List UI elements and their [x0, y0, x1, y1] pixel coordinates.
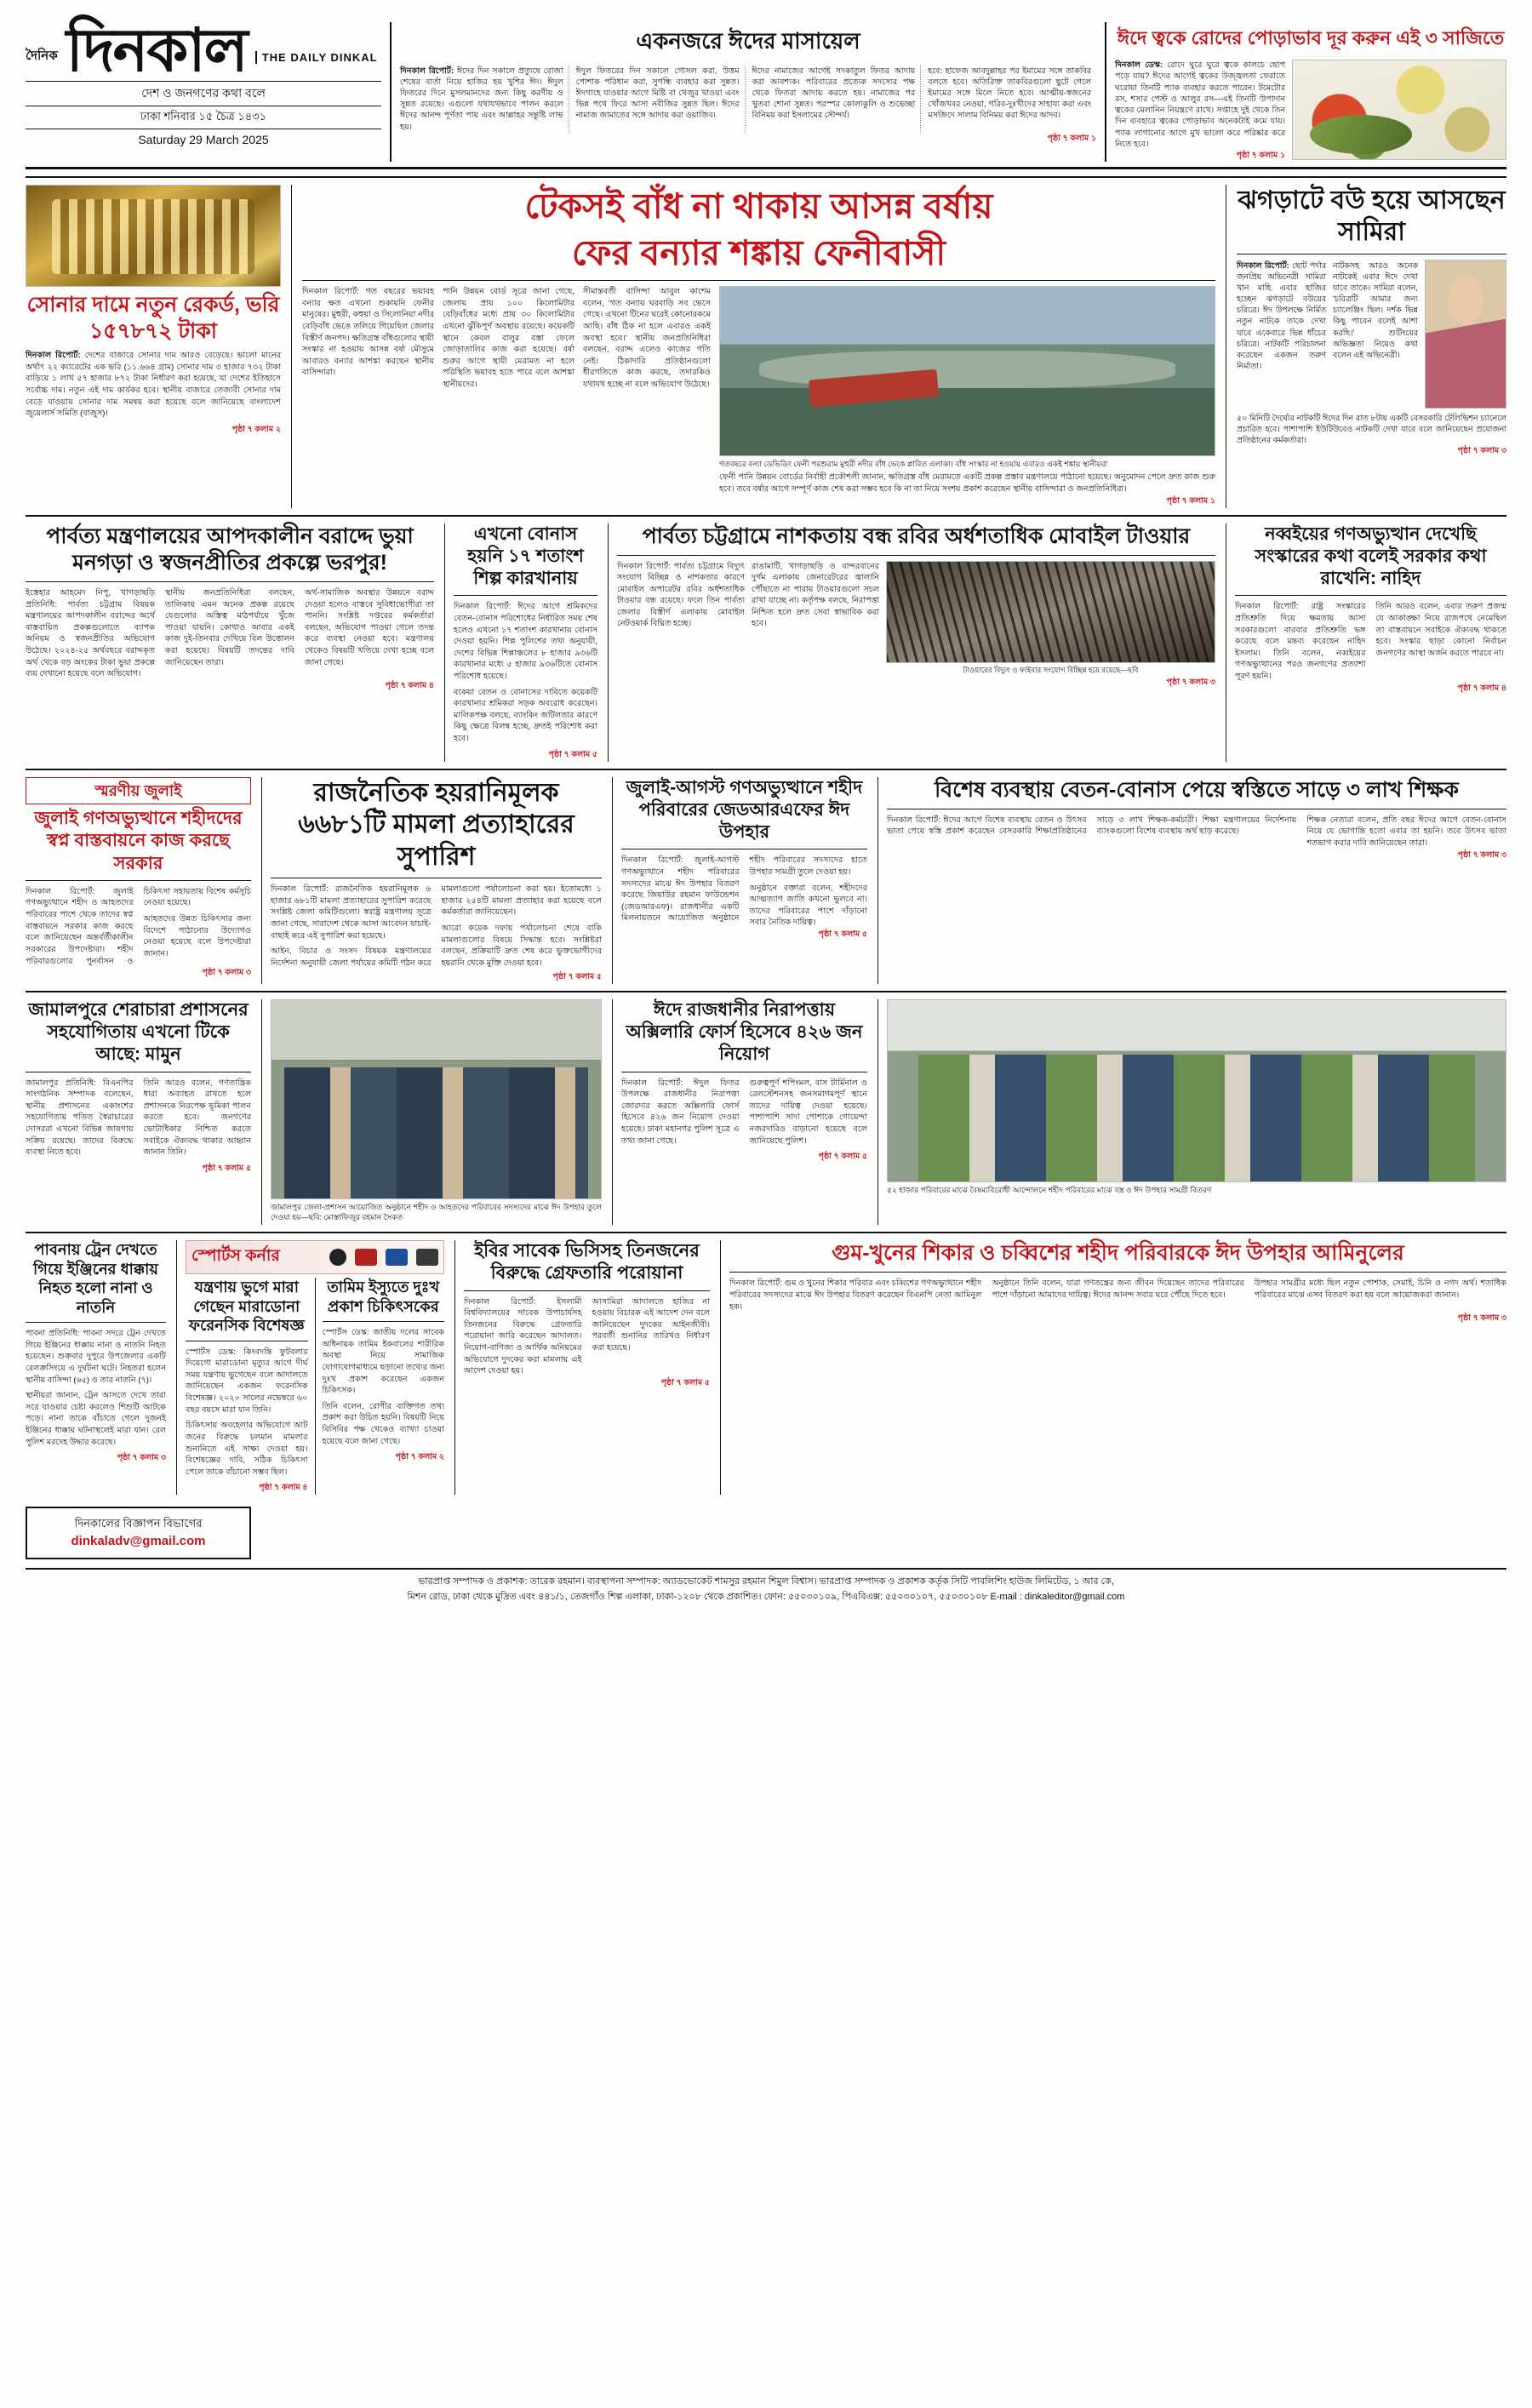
- july-headline: জুলাই গণঅভ্যুত্থানে শহীদদের স্বপ্ন বাস্তবায়নে কাজ করছে সরকার: [34, 809, 243, 873]
- zrf-headline: জুলাই-আগস্ট গণঅভ্যুত্থানে শহীদ পরিবারের জেডআরএফের ঈদ উপহার: [626, 777, 863, 843]
- auxiliary-headline: ঈদে রাজধানীর নিরাপত্তায় অক্সিলারি ফোর্স হিসেবে ৪২৬ জন নিয়োগ: [626, 999, 863, 1065]
- tamim-col-2: তিনি বলেন, রোগীর ব্যক্তিগত তথ্য প্রকাশ করা উচিত হয়নি। বিষয়টি নিয়ে বিসিবির পক্ষ থেকেও ব্যাখ্যা চাওয়া হয়েছে বলে জানা গেছে।: [322, 1401, 444, 1446]
- logo-tagline: দেশ ও জনগণের কথা বলে: [26, 81, 381, 106]
- row-five: [26, 999, 1506, 1225]
- date-english: Saturday 29 March 2025: [138, 132, 269, 146]
- iu-vc-headline: ইবির সাবেক ভিসিসহ তিনজনের বিরুদ্ধে গ্রেফতারি পরোয়ানা: [474, 1241, 700, 1284]
- mamun-story: [26, 999, 251, 1225]
- vegetables-photo: [1292, 60, 1506, 160]
- bonus-col-2: বকেয়া বেতন ও বোনাসের দাবিতে কয়েকটি কারখানার শ্রমিকরা সড়ক অবরোধ করেছেন। মালিকপক্ষ বলছে, ব্যাংকিং জটিলতার কারণে কিছু ক্ষেত্রে বিলম্ব হচ্ছে, দ্রুতই পরিশোধ করা হবে।: [454, 687, 597, 743]
- pabna-headline: পাবনায় ট্রেন দেখতে গিয়ে ইঞ্জিনের ধাক্কায় নিহত হলো নানা ও নাতনি: [33, 1241, 158, 1316]
- nahid-col-1: দিনকাল রিপোর্ট: রাষ্ট্র সংস্কারের প্রতিশ্রুতি দিয়ে ক্ষমতায় আসা সরকারগুলো বারবার প্রতিশ্রুতি ভঙ্গ করেছে বলে মন্তব্য করেছেন নাহিদ ইসলাম। তিনি বলেন, নব্বইয়ের গণঅভ্যুত্থানের পরও জনগণের প্রত্যাশা পূরণ হয়নি।: [1235, 602, 1366, 681]
- aminul-col-3: উপহার সামগ্রীর মধ্যে ছিল নতুন পোশাক, সেমাই, চিনি ও নগদ অর্থ। শতাধিক পরিবারের মাঝে এসব বিতরণ করা হয় বলে আয়োজকরা জানান।: [1254, 1278, 1506, 1300]
- eid-col-2: ঈদুল ফিতরের দিন সকালে গোসল করা, উত্তম পোশাক পরিধান করা, সুগন্ধি ব্যবহার করা সুন্নত। ঈদগাহে যাওয়ার আগে মিষ্টি বা খেজুর খাওয়া এবং ভিন্ন পথে ফিরে আসা নবীজির সুন্নত ছিল। ঈদের নামাজ জামাতের সঙ্গে আদায় করা ওয়াজিব।: [576, 66, 746, 133]
- tower-col-2: রাঙামাটি, খাগড়াছড়ি ও বান্দরবানের দুর্গম এলাকায় জেনারেটরের জ্বালানি পৌঁছাতে না পারায় টাওয়ারগুলো সচল রাখা যাচ্ছে না। কর্তৃপক্ষ বলছে, নিরাপত্তা নিশ্চিত হলে দ্রুত সেবা স্বাভাবিক করা হবে।: [752, 561, 879, 629]
- lead-more-link[interactable]: পৃষ্ঠা ৭ কলাম ১: [1166, 495, 1215, 506]
- mamun-more-link[interactable]: পৃষ্ঠা ৭ কলাম ৫: [202, 1163, 251, 1173]
- iu-vc-story: [454, 1240, 710, 1495]
- logo-title: দিনকাল: [66, 17, 247, 83]
- lead-headline-line1: টেকসই বাঁধ না থাকায় আসন্ন বর্ষায়: [524, 186, 993, 226]
- ad-line-1: দিনকালের বিজ্ঞাপন বিভাগের: [74, 1517, 203, 1530]
- maradona-col-1: স্পোর্টস ডেস্ক: কিংবদন্তি ফুটবলার দিয়েগো মারাডোনা মৃত্যুর আগে দীর্ঘ সময় যন্ত্রণায় ভুগেছেন বলে আদালতে জানিয়েছেন একজন ফরেনসিক বিশেষজ্ঞ। ২০২০ সালের নভেম্বরে ৬০ বছর বয়সে মারা যান তিনি।: [186, 1347, 308, 1415]
- row-three: [26, 523, 1506, 762]
- july-kicker-box: [26, 777, 251, 805]
- gold-jewellery-photo: [26, 185, 281, 287]
- auxiliary-col-2: গুরুত্বপূর্ণ শপিংমল, বাস টার্মিনাল ও রেলস্টেশনসহ জনসমাগমপূর্ণ স্থানে তাদের দায়িত্ব দেওয়া হয়েছে। পাশাপাশি সাদা পোশাকে গোয়েন্দা নজরদারিও বাড়ানো হয়েছে বলে জানিয়েছে পুলিশ।: [749, 1078, 867, 1146]
- gold-lead: দিনকাল রিপোর্ট:: [26, 351, 81, 361]
- eid-col-1: ঈদের দিন সকালে প্রত্যুষে রোজা শেষের বার্তা নিয়ে হাজির হয় খুশির ঈদ। ঈদুল ফিতরের দিনে মুসলমানদের জন্য কিছু করণীয় ও সুন্নত রয়েছে। এগুলো যথাযথভাবে পালন করলে ঈদের আনন্দ পূর্ণতা পায় এবং আল্লাহর সন্তুষ্টি লাভ হয়।: [400, 66, 563, 132]
- parbatya-more-link[interactable]: পৃষ্ঠা ৭ কলাম ৪: [385, 680, 434, 690]
- cables-photo: [886, 561, 1215, 663]
- zrf-col-1: দিনকাল রিপোর্ট: জুলাই-আগস্ট গণঅভ্যুত্থানে শহীদ পরিবারের সদস্যদের মাঝে ঈদ উপহার বিতরণ করেছে জিয়াউর রহমান ফাউন্ডেশন (জেডআরএফ)। রাজধানীর একটি মিলনায়তনে আয়োজিত অনুষ্ঠানে শহীদ পরিবারের সদস্যদের হাতে উপহার সামগ্রী তুলে দেওয়া হয়।: [621, 855, 867, 924]
- eid-more-link[interactable]: পৃষ্ঠা ৭ কলাম ১: [1047, 133, 1096, 143]
- bonus-headline: এখনো বোনাস হয়নি ১৭ শতাংশ শিল্প কারখানায়: [467, 523, 584, 589]
- tower-headline: পার্বত্য চট্টগ্রামে নাশকতায় বন্ধ রবির অর্ধশতাধিক মোবাইল টাওয়ার: [642, 523, 1191, 548]
- nahid-story: [1226, 523, 1506, 762]
- bonus-col-1: দিনকাল রিপোর্ট: ঈদের আগে শ্রমিকদের বেতন-বোনাস পরিশোধের নির্ধারিত সময় শেষ হলেও এখনো ১৭ শতাংশ কারখানায় বোনাস দেওয়া হয়নি। শিল্প পুলিশের তথ্য অনুযায়ী, দেশের বিভিন্ন শিল্পাঞ্চলের ৮ হাজার ৯৩৬টি কারখানার মধ্যে ৫ হাজার ৯৩৬টিতে বোনাস পরিশোধ হয়েছে।: [454, 602, 597, 681]
- aminul-more-link[interactable]: পৃষ্ঠা ৭ কলাম ৩: [1457, 1313, 1506, 1324]
- sports-corner-title: স্পোর্টস কর্নার: [192, 1247, 280, 1266]
- parbatya-budget-story: [26, 523, 434, 762]
- tower-story: [608, 523, 1215, 762]
- logo-english-title: THE DAILY DINKAL: [255, 51, 378, 64]
- lead-col-4: ফেনী পানি উন্নয়ন বোর্ডের নির্বাহী প্রকৌশলী জানান, ক্ষতিগ্রস্ত বাঁধ মেরামতে একটি প্রকল্প প্রস্তাব মন্ত্রণালয়ে পাঠানো হয়েছে। অনুমোদন পেলে দ্রুত কাজ শুরু হবে। তবে বর্ষার আগে সম্পূর্ণ কাজ শেষ করা সম্ভব হবে কি না তা নিয়ে সংশয় প্রকাশ করেছেন স্থানীয় বাসিন্দারা ও জনপ্রতিনিধিরা।: [719, 472, 1215, 494]
- footer-line-1: ভারপ্রাপ্ত সম্পাদক ও প্রকাশক: তারেক রহমান। ব্যবস্থাপনা সম্পাদক: অ্যাডভোকেট শামসুর রহমান শিমুল বিশ্বাস। ভারপ্রাপ্ত সম্পাদক ও প্রকাশক কর্তৃক সিটি পাবলিশিং হাউজ লিমিটেড, ১ আর কে,: [418, 1576, 1114, 1587]
- nahid-col-2: তিনি আরও বলেন, এবার তরুণ প্রজন্ম যে আকাঙ্ক্ষা নিয়ে রাজপথে নেমেছিল তা বাস্তবায়নে সবাইকে ঐক্যবদ্ধ থাকতে হবে। সংস্কার ছাড়া কোনো নির্বাচন জনগণের আস্থা অর্জন করতে পারবে না।: [1375, 602, 1506, 658]
- zrf-story: [612, 777, 867, 984]
- gold-body: দেশের বাজারে সোনার দাম আরও বেড়েছে। ভালো মানের অর্থাৎ ২২ ক্যারেটের এক ভরি (১১.৬৬৪ গ্রাম) সোনার দাম ৩ হাজার ৭৩২ টাকা বাড়িয়ে ১ লাখ ৫৭ হাজার ৮৭২ টাকা নির্ধারণ করা হয়েছে, যা দেশের ইতিহাসে সর্বোচ্চ দাম। নতুন এই দাম কার্যকর হবে। স্থানীয় বাজারে তেজাবী সোনার দাম বেড়ে যাওয়ায় সোনার দাম সমন্বয় করা হয়েছে বলে জানিয়েছে বাংলাদেশ জুয়েলার্স সমিতি (বাজুস)।: [26, 351, 281, 419]
- parbatya-headline: পার্বত্য মন্ত্রণালয়ের আপদকালীন বরাদ্দে ভুয়া মনগড়া ও স্বজনপ্রীতির প্রকল্পে ভরপুর!: [46, 523, 414, 575]
- samira-story: [1226, 185, 1506, 508]
- sports-corner-banner: [186, 1240, 444, 1274]
- iu-vc-col-2: আসামিরা আদালতে হাজির না হওয়ায় বিচারক এই আদেশ দেন বলে জানিয়েছেন দুদকের আইনজীবী। পরবর্তী শুনানির তারিখও নির্ধারণ করা হয়েছে।: [592, 1296, 710, 1353]
- samira-lead: দিনকাল রিপোর্ট:: [1237, 260, 1289, 270]
- advertisement-box[interactable]: [26, 1507, 251, 1559]
- flood-photo-caption: গতবছরে বন্যা ডেভিডিং ফেনী পরশুরাম মুহুরী নদীর বাঁধ ভেঙে প্লাবিত এলাকা। বাঁধ সংস্কার না হওয়ায় এবারও একই শঙ্কায় স্থানীয়রা: [719, 460, 1108, 469]
- masthead: [26, 17, 1506, 169]
- racket-icon: [416, 1249, 438, 1266]
- gold-story: [26, 185, 281, 508]
- parbatya-col-2: স্থানীয় জনপ্রতিনিধিরা বলছেন, তালিকায় এমন অনেক প্রকল্প রয়েছে যেগুলোর অস্তিত্ব মাঠপর্যায়ে খুঁজে পাওয়া যায়নি। কোথাও আবার একই কাজ দুই-তিনবার দেখিয়ে বিল উত্তোলন করা হয়েছে। বিষয়টি তদন্তের দাবি জানিয়েছেন তারা।: [165, 588, 294, 667]
- eid-masayel-box: [392, 22, 1106, 162]
- iu-vc-col-1: দিনকাল রিপোর্ট: ইসলামী বিশ্ববিদ্যালয়ের সাবেক উপাচার্যসহ তিনজনের বিরুদ্ধে গ্রেফতারি পরোয়ানা জারি করেছেন আদালত। নিয়োগ-বাণিজ্য ও আর্থিক অনিয়মের অভিযোগে দুদকের করা মামলায় এই আদেশ দেওয়া হয়।: [464, 1296, 582, 1376]
- samira-photo: [1425, 260, 1506, 409]
- nahid-more-link[interactable]: পৃষ্ঠা ৭ কলাম ৪: [1457, 683, 1506, 693]
- teacher-bonus-story: [877, 777, 1506, 984]
- auxiliary-force-story: [612, 999, 867, 1225]
- iu-vc-more-link[interactable]: পৃষ্ঠা ৭ কলাম ৫: [660, 1377, 710, 1387]
- eid-masayel-title: একনজরে ঈদের মাসায়েল: [636, 28, 860, 54]
- samira-col-2: নাটকসহ আরও অনেক নাটকেই এবার ঈদে দেখা যাবে তাকে। সামিরা বলেন, 'চরিত্রটি আমার জন্য চ্যালেঞ্জিং ছিল। দর্শক ভিন্ন কিছু পাবেন বলেই আশা করছি।' শুটিংয়ের অভিজ্ঞতা নিয়েও কথা বলেন এই অভিনেত্রী।: [1333, 260, 1418, 359]
- teacher-col-1: দিনকাল রিপোর্ট: ঈদের আগে বিশেষ ব্যবস্থায় বেতন ও উৎসব ভাতা পেয়ে স্বস্তি প্রকাশ করেছেন বেসরকারি শিক্ষাপ্রতিষ্ঠানের সাড়ে ৩ লাখ শিক্ষক-কর্মচারী। শিক্ষা মন্ত্রণালয়ের নির্দেশনায় ব্যাংকগুলো বিশেষ ব্যবস্থায় অর্থ ছাড় করেছে।: [887, 815, 1297, 837]
- cases-col-2: আইন, বিচার ও সংসদ বিষয়ক মন্ত্রণালয়ের নির্দেশনা অনুযায়ী জেলা পর্যায়ের কমিটি গঠন করে মামলাগুলো পর্যালোচনা করা হয়। ইতোমধ্যে ১ হাজার ২৫৪টি মামলা প্রত্যাহার করা হয়েছে বলে কর্মকর্তারা জানিয়েছেন।: [271, 884, 602, 968]
- cables-photo-caption: টাওয়ারের বিদ্যুৎ ও ফাইবার সংযোগ বিচ্ছিন্ন হয়ে রয়েছে—ছবি: [963, 665, 1139, 674]
- july-kicker: স্মরণীয় জুলাই: [94, 781, 182, 799]
- mamun-col-2: তিনি আরও বলেন, গণতান্ত্রিক ধারা অব্যাহত রাখতে হলে প্রশাসনকে নিরপেক্ষ ভূমিকা পালন করতে হবে। জনগণের ভোটাধিকার নিশ্চিত করতে সবাইকে ঐক্যবদ্ধ থাকার আহ্বান জানান তিনি।: [143, 1078, 251, 1158]
- tamim-col-1: স্পোর্টস ডেস্ক: জাতীয় দলের সাবেক অধিনায়ক তামিম ইকবালের শারীরিক অবস্থা নিয়ে সামাজিক যোগাযোগমাধ্যমে ছড়ানো তথ্যের জন্য দুঃখ প্রকাশ করেছেন একজন চিকিৎসক।: [322, 1328, 444, 1396]
- pabna-more-link[interactable]: পৃষ্ঠা ৭ কলাম ৩: [117, 1453, 166, 1463]
- cases-col-3: আরো কয়েক দফায় পর্যালোচনা শেষে বাকি মামলাগুলোর বিষয়ে সিদ্ধান্ত হবে। সংশ্লিষ্টরা বলছেন, প্রক্রিয়াটি দ্রুত শেষ করে ভুক্তভোগীদের হয়রানি থেকে মুক্তি দেওয়া হবে।: [441, 923, 602, 968]
- cases-col-1: দিনকাল রিপোর্ট: রাজনৈতিক হয়রানিমূলক ৬ হাজার ৬৮১টি মামলা প্রত্যাহারের সুপারিশ করেছে সংশ্লিষ্ট জেলা কমিটিগুলো। স্বরাষ্ট্র মন্ত্রণালয় সূত্রে জানা গেছে, সারাদেশ থেকে আসা আবেদন যাচাই-বাছাই করে এই সুপারিশ করা হয়েছে।: [271, 884, 432, 941]
- maradona-more-link[interactable]: পৃষ্ঠা ৭ কলাম ৪: [259, 1483, 308, 1493]
- skincare-lead: দিনকাল ডেস্ক:: [1115, 60, 1163, 70]
- gift-distribution-photo: [887, 999, 1506, 1182]
- tamim-headline: তামিম ইস্যুতে দুঃখ প্রকাশ চিকিৎসকের: [327, 1278, 440, 1315]
- aminul-col-1: দিনকাল রিপোর্ট: গুম ও খুনের শিকার পরিবার এবং চব্বিশের গণঅভ্যুত্থানে শহীদ পরিবারের সদস্যদের মাঝে ঈদ উপহার বিতরণ করেছেন বিএনপি নেতা আমিনুল হক।: [729, 1278, 982, 1312]
- logo-block: [26, 17, 392, 162]
- pabna-col-1: পাবনা প্রতিনিধি: পাবনা সদরে ট্রেন দেখতে গিয়ে ইঞ্জিনের ধাক্কায় নানা ও নাতনি নিহত হয়েছেন। শুক্রবার দুপুরে উপজেলার একটি রেলক্রসিংয়ে এ দুর্ঘটনা ঘটে। নিহতরা হলেন স্থানীয় বাসিন্দা (৬৫) ও তার নাতনি (৭)।: [26, 1329, 166, 1385]
- pabna-col-2: স্থানীয়রা জানান, ট্রেন আসতে দেখে তারা সরে যাওয়ার চেষ্টা করলেও শিশুটি আটকে পড়ে। নানা তাকে বাঁচাতে গেলে দুজনই ইঞ্জিনের ধাক্কায় ঘটনাস্থলেই মারা যান। রেল পুলিশ মরদেহ উদ্ধার করেছে।: [26, 1391, 166, 1447]
- skincare-more-link[interactable]: পৃষ্ঠা ৭ কলাম ১: [1236, 151, 1285, 161]
- tamim-more-link[interactable]: পৃষ্ঠা ৭ কলাম ২: [395, 1452, 444, 1462]
- july-more-link[interactable]: পৃষ্ঠা ৭ কলাম ৩: [202, 968, 251, 978]
- cases-more-link[interactable]: পৃষ্ঠা ৭ কলাম ৫: [552, 971, 602, 981]
- footer-line-2: মিশন রোড, ঢাকা থেকে মুদ্রিত এবং ৪৪১/১, তেজগাঁও শিল্প এলাকা, ঢাকা-১২০৮ থেকে প্রকাশিত। ফোন: ৫৫০৩০১০৯, পিএবিএক্স: ৫৫০৩০১০৭, ৫৫০৩০১০৮ E-mail : dinkaleditor@gmail.com: [407, 1591, 1125, 1602]
- cases-story: [261, 777, 602, 984]
- skincare-text: রোদে ঘুরে ঘুরে ত্বকে কালচে ছোপ পড়ে যায়? ঈদের আগেই ত্বকের উজ্জ্বলতা ফেরাতে ঘরোয়া তিনটি প্যাক ব্যবহার করতে পারেন। টমেটোর রস, শসার পেস্ট ও আলুর রস—এই তিনটি উপাদান ত্বকের মেলানিন নিয়ন্ত্রণে রাখে। সপ্তাহে দুই থেকে তিন দিন ব্যবহারে ত্বকের পোড়াভাব অনেকটাই কমে যায়। প্যাক লাগানোর আগে মুখ ভালো করে পরিষ্কার করে নিতে হবে।: [1115, 60, 1286, 150]
- football-icon: [329, 1249, 346, 1266]
- samira-col-1: ছোট পর্দার জনপ্রিয় অভিনেত্রী সামিরা খান মাহি এবার হাজির হচ্ছেন ঝগড়াটে বউয়ের চরিত্রে। ঈদ উপলক্ষে নির্মিত নতুন নাটকে তাকে দেখা যাবে একেবারে ভিন্ন ধাঁচের চরিত্রে। নাটকটি পরিচালনা করেছেন একজন তরুণ নির্মাতা।: [1237, 260, 1326, 371]
- zrf-col-2: অনুষ্ঠানে বক্তারা বলেন, শহীদদের আত্মত্যাগ জাতি কখনো ভুলবে না। তাদের পরিবারের পাশে দাঁড়ানো সবার নৈতিক দায়িত্ব।: [749, 883, 867, 928]
- jamalpur-photo-block: [261, 999, 602, 1225]
- lead-story: [291, 185, 1215, 508]
- teacher-col-2: শিক্ষক নেতারা বলেন, প্রতি বছর ঈদের আগে বেতন-বোনাস নিয়ে যে ভোগান্তি হতো এবার তা হয়নি। তবে উৎসব ভাতা শতভাগ করার দাবি জানিয়েছেন তারা।: [1306, 815, 1506, 849]
- july-col-2: আহতদের উন্নত চিকিৎসার জন্য বিদেশে পাঠানোর উদ্যোগও নেওয়া হয়েছে বলে উপদেষ্টারা জানান।: [143, 914, 251, 958]
- aminul-gift-story: [720, 1240, 1506, 1495]
- samira-more-link[interactable]: পৃষ্ঠা ৭ কলাম ৩: [1457, 446, 1506, 456]
- skincare-title: ঈদে ত্বকে রোদের পোড়াভাব দূর করুন এই ৩ সাজিতে: [1117, 27, 1505, 49]
- samira-col-3: ৫০ মিনিটি দৈর্ঘ্যের নাটকটি ঈদের দিন রাত ৮টায় একটি বেসরকারি টেলিভিশন চ্যানেলে প্রচারিত হবে। পাশাপাশি ইউটিউবেও নাটকটি দেখা যাবে বলে জানিয়েছেন প্রযোজনা প্রতিষ্ঠানের কর্মকর্তারা।: [1237, 412, 1506, 444]
- auxiliary-more-link[interactable]: পৃষ্ঠা ৭ কলাম ৫: [818, 1152, 867, 1162]
- row-six: [26, 1240, 1506, 1495]
- logo-small-text: দৈনিক: [26, 48, 58, 63]
- teacher-more-link[interactable]: পৃষ্ঠা ৭ কলাম ৩: [1457, 849, 1506, 860]
- gift-photo-block: [877, 999, 1506, 1225]
- page-footer: [26, 1568, 1506, 1604]
- flood-photo: [719, 286, 1215, 456]
- ad-email[interactable]: dinkaladv@gmail.com: [71, 1533, 206, 1548]
- parbatya-col-3: অর্থ-সামাজিক অবস্থার উন্নয়নে বরাদ্দ দেওয়া হলেও বাস্তবে সুবিধাভোগীরা তা পাননি। সংশ্লিষ্ট দপ্তরের কর্মকর্তারা বলছেন, অভিযোগ পাওয়া গেলে তদন্ত করে ব্যবস্থা নেওয়া হবে। মন্ত্রণালয় থেকেও বিষয়টি খতিয়ে দেখা হচ্ছে বলে জানা গেছে।: [305, 588, 434, 667]
- lead-col-2: পানি উন্নয়ন বোর্ড সূত্রে জানা গেছে, জেলায় প্রায় ১০০ কিলোমিটার বেড়িবাঁধের মধ্যে প্রায় ৩০ কিলোমিটার এখনো ঝুঁকিপূর্ণ অবস্থায় রয়েছে। কয়েকটি স্থানে কেবল বালুর বস্তা ফেলে জোড়াতালির কাজ করা হয়েছে। বর্ষা শুরুর আগে স্থায়ী মেরামত না হলে পরিস্থিতি ভয়াবহ হতে পারে বলে আশঙ্কা স্থানীয়দের।: [443, 287, 574, 390]
- swimmer-icon: [386, 1249, 408, 1266]
- bonus-more-link[interactable]: পৃষ্ঠা ৭ কলাম ৫: [548, 749, 597, 759]
- mamun-col-1: জামালপুর প্রতিনিধি: বিএনপির সাংগঠনিক সম্পাদক বলেছেন, স্থানীয় প্রশাসনের একাংশের সহযোগিতায় পতিত স্বৈরাচারের দোসররা এখনো বিভিন্ন জায়গায় সক্রিয় রয়েছে। তাদের বিরুদ্ধে ব্যবস্থা নিতে হবে।: [26, 1078, 134, 1158]
- eid-col-3: ঈদের নামাজের আগেই সদকাতুল ফিতর আদায় করা আবশ্যক। পরিবারের প্রত্যেক সদস্যের পক্ষ থেকে ফিতরা আদায় করতে হয়। নামাজের পর খুতবা শোনা সুন্নত। পরস্পর কোলাকুলি ও শুভেচ্ছা বিনিময় করা ইসলামের সৌন্দর্য।: [752, 66, 922, 133]
- row-lead: [26, 185, 1506, 508]
- nahid-headline: নব্বইয়ের গণঅভ্যুত্থান দেখেছি সংস্কারের কথা বলেই সরকার কথা রাখেনি: নাহিদ: [1255, 523, 1487, 589]
- jamalpur-photo-caption: জামালপুর জেলা-প্রশাসন আয়োজিত অনুষ্ঠানে শহীদ ও আহতদের পরিবারের সদস্যদের মাঝে ঈদ উপহার তুলে দেওয়া হয়—ছবি: মোস্তাফিজুর রহমান সৈকত: [271, 1202, 602, 1221]
- july-col-1: দিনকাল রিপোর্ট: জুলাই গণঅভ্যুত্থানে শহীদ ও আহতদের পরিবারের পাশে থেকে তাদের স্বপ্ন বাস্তবায়নে সরকার কাজ করছে বলে জানিয়েছেন অন্তর্বর্তীকালীন সরকারের উপদেষ্টারা। শহীদ পরিবারগুলোর পুনর্বাসন ও চিকিৎসা সহায়তায় বিশেষ কর্মসূচি নেওয়া হয়েছে।: [26, 886, 251, 966]
- eid-col-4: হবে: হাফেজ আবদুল্লাহর পর ইমামের সঙ্গে তাকবির বলতে হবে। অতিরিক্ত তাকবিরগুলো ছুটে গেলে ইমামের সঙ্গে মিলে নিতে হবে। আত্মীয়-স্বজনের খোঁজখবর নেওয়া, গরিব-দুঃখীদের সাহায্য করা এবং মসজিদে সালাম বিনিময় করা ঈদের আদব।: [928, 66, 1091, 121]
- pabna-train-story: [26, 1240, 166, 1495]
- aminul-col-2: অনুষ্ঠানে তিনি বলেন, যারা গণতন্ত্রের জন্য জীবন দিয়েছেন তাদের পরিবারের পাশে দাঁড়ানো আমাদের দায়িত্ব। ঈদের আনন্দ সবার ঘরে পৌঁছে দিতে হবে।: [992, 1278, 1244, 1300]
- lead-headline-line2: ফের বন্যার শঙ্কায় ফেনীবাসী: [571, 232, 946, 272]
- sports-corner: [176, 1240, 444, 1495]
- gold-headline: সোনার দামে নতুন রেকর্ড, ভরি ১৫৭৮৭২ টাকা: [26, 292, 280, 343]
- july-dream-story: [26, 777, 251, 984]
- auxiliary-col-1: দিনকাল রিপোর্ট: ঈদুল ফিতর উপলক্ষে রাজধানীর নিরাপত্তা জোরদার করতে অক্সিলারি ফোর্স হিসেবে ৪২৬ জন নিয়োগ দেওয়া হয়েছে। ঢাকা মহানগর পুলিশ সূত্রে এ তথ্য জানা গেছে।: [621, 1078, 740, 1146]
- zrf-more-link[interactable]: পৃষ্ঠা ৭ কলাম ৫: [818, 929, 867, 939]
- cricket-bat-icon: [355, 1249, 377, 1266]
- tower-col-1: দিনকাল রিপোর্ট: পার্বত্য চট্টগ্রামে বিদ্যুৎ সংযোগ বিচ্ছিন্ন ও নাশকতার কারণে মোবাইল অপারেটর রবির অর্ধশতাধিক টাওয়ার বন্ধ রয়েছে। ফলে তিন পার্বত্য জেলার বিস্তীর্ণ এলাকায় মোবাইল নেটওয়ার্ক বিঘ্নিত হচ্ছে।: [617, 561, 745, 629]
- skincare-box: [1106, 22, 1506, 162]
- gift-photo-caption: ৫২ হাজার পরিবারের মাঝে বৈষম্যবিরোধী আন্দোলনে শহীদ পরিবারের মাঝে বস্ত্র ও ঈদ উপহার সামগ্রী বিতরণ: [887, 1185, 1212, 1194]
- samira-headline: ঝগড়াটে বউ হয়ে আসছেন সামিরা: [1238, 186, 1506, 247]
- teacher-headline: বিশেষ ব্যবস্থায় বেতন-বোনাস পেয়ে স্বস্তিতে সাড়ে ৩ লাখ শিক্ষক: [935, 777, 1459, 802]
- mamun-headline: জামালপুরে শেরাচারা প্রশাসনের সহযোগিতায় এখনো টিকে আছে: মামুন: [28, 999, 249, 1065]
- gold-more-link[interactable]: পৃষ্ঠা ৭ কলাম ২: [232, 424, 281, 434]
- aminul-headline: গুম-খুনের শিকার ও চব্বিশের শহীদ পরিবারকে ঈদ উপহার আমিনুলের: [832, 1241, 1404, 1266]
- row-four: [26, 777, 1506, 984]
- bonus-story: [444, 523, 597, 762]
- cases-headline: রাজনৈতিক হয়রানিমূলক ৬৬৮১টি মামলা প্রত্যাহারের সুপারিশ: [298, 778, 574, 871]
- maradona-col-2: চিকিৎসায় অবহেলার অভিযোগে আট জনের বিরুদ্ধে চলমান মামলার শুনানিতে এই সাক্ষ্য দেওয়া হয়। বিশেষজ্ঞের দাবি, সঠিক চিকিৎসা পেলে তাকে বাঁচানো সম্ভব ছিল।: [186, 1421, 308, 1477]
- date-bangla: ঢাকা শনিবার ১৫ চৈত্র ১৪৩১: [26, 106, 381, 129]
- parbatya-col-1: ইস্তেহার আহমেদ নিপু, খাগড়াছড়ি প্রতিনিধি: পার্বত্য চট্টগ্রাম বিষয়ক মন্ত্রণালয়ের আপদকালীন বরাদ্দের অর্থে বাস্তবায়িত প্রকল্পগুলোতে ব্যাপক অনিয়ম ও স্বজনপ্রীতির অভিযোগ উঠেছে। ২০২৪-২৫ অর্থবছরে বরাদ্দকৃত অর্থ থেকে বড় অংকের টাকা ভুয়া প্রকল্পে ব্যয় দেখানো হয়েছে বলে অভিযোগ।: [26, 588, 155, 679]
- lead-col-3: সীমান্তবর্তী বাসিন্দা আবুল কাশেম বলেন, 'গত বন্যায় ঘরবাড়ি সব ভেসে গেছে। এখনো টিনের ঘরেই কোনোরকমে আছি। বাঁধ ঠিক না হলে এবারও একই অবস্থা হবে।' স্থানীয় জনপ্রতিনিধিরা বলছেন, বরাদ্দ এলেও কাজের গতি নেই। ঠিকাদারি প্রতিষ্ঠানগুলো ধীরগতিতে কাজ করছে, তদারকিও যথাযথ হচ্ছে না বলে অভিযোগ উঠেছে।: [583, 287, 711, 390]
- tower-more-link[interactable]: পৃষ্ঠা ৭ কলাম ৩: [1166, 677, 1215, 687]
- lead-col-1: দিনকাল রিপোর্ট: গত বছরের ভয়াবহ বন্যার ক্ষত এখনো শুকায়নি ফেনীর মানুষের। মুহুরী, কহুয়া ও সিলোনিয়া নদীর বেড়িবাঁধ ভেঙে তলিয়ে গিয়েছিল জেলার বিস্তীর্ণ জনপদ। ক্ষতিগ্রস্ত বাঁধগুলোর স্থায়ী সংস্কার না হওয়ায় আসন্ন বর্ষা মৌসুমে আবারও বন্যার আশঙ্কা করছেন স্থানীয় বাসিন্দারা।: [302, 287, 434, 378]
- eid-lead: দিনকাল রিপোর্ট:: [400, 66, 454, 76]
- maradona-headline: যন্ত্রণায় ভুগে মারা গেছেন মারাডোনা ফরেনসিক বিশেষজ্ঞ: [188, 1278, 305, 1335]
- jamalpur-ceremony-photo: [271, 999, 602, 1199]
